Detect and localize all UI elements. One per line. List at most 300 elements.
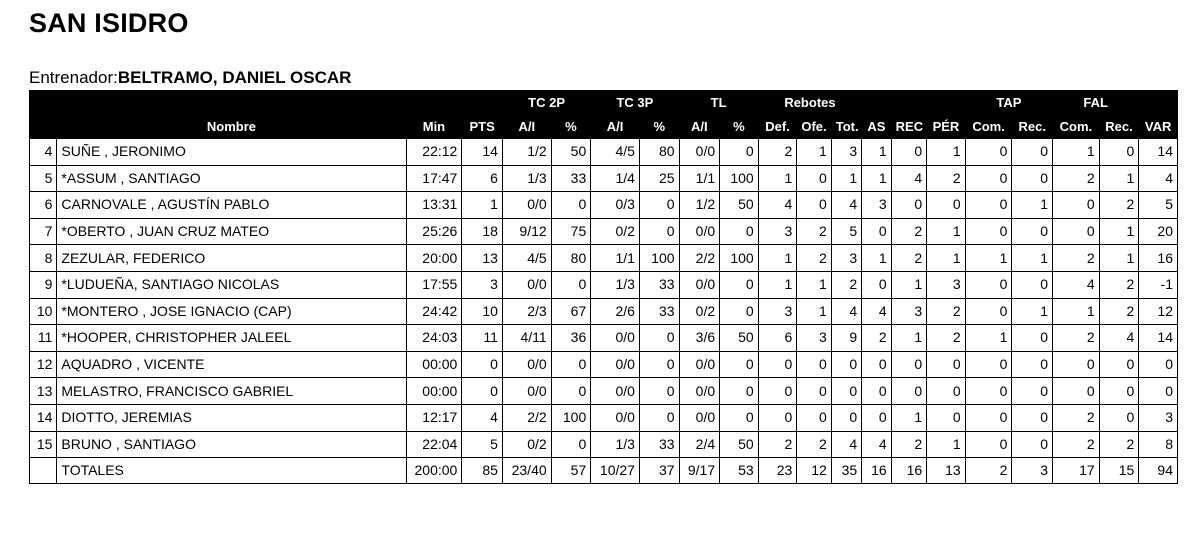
stat-cell: 0 xyxy=(831,404,861,431)
stat-cell: 1/3 xyxy=(591,271,640,298)
stat-cell: 94 xyxy=(1139,458,1178,484)
stat-cell: 2/2 xyxy=(679,245,720,272)
stat-cell: 10/27 xyxy=(591,458,640,484)
stat-cell: 2 xyxy=(1099,298,1139,325)
stat-cell: 17:55 xyxy=(406,271,462,298)
stat-cell: 2 xyxy=(1099,431,1139,458)
column-header: AS xyxy=(862,115,891,139)
stat-cell: 3 xyxy=(462,271,503,298)
stat-cell: 1/1 xyxy=(591,245,640,272)
stat-cell: 100 xyxy=(720,165,759,192)
stat-cell: 33 xyxy=(639,431,679,458)
stat-cell: 0 xyxy=(797,192,832,219)
stat-cell: 85 xyxy=(462,458,503,484)
stat-cell: 3 xyxy=(758,298,797,325)
stat-cell: 0 xyxy=(965,165,1012,192)
coach-name: BELTRAMO, DANIEL OSCAR xyxy=(117,68,352,87)
stat-cell: 0/0 xyxy=(502,271,551,298)
stat-cell: 0 xyxy=(797,404,832,431)
player-name: *OBERTO , JUAN CRUZ MATEO xyxy=(57,218,406,245)
stat-cell: 17 xyxy=(1053,458,1100,484)
stat-cell: 0 xyxy=(1139,378,1178,405)
stat-cell: 0 xyxy=(965,351,1012,378)
stat-cell: 1 xyxy=(927,139,966,166)
stat-cell: 23/40 xyxy=(502,458,551,484)
column-header: PÉR xyxy=(927,115,966,139)
player-number: 15 xyxy=(30,431,57,458)
stat-cell: 0 xyxy=(862,378,891,405)
table-row xyxy=(30,404,1178,431)
stat-cell: -1 xyxy=(1139,271,1178,298)
table-row xyxy=(30,139,1178,166)
stat-cell: 0 xyxy=(1012,271,1053,298)
stat-cell: 2 xyxy=(927,165,966,192)
group-header xyxy=(862,91,891,115)
stat-cell: 2/6 xyxy=(591,298,640,325)
player-name: *LUDUEÑA, SANTIAGO NICOLAS xyxy=(57,271,406,298)
stat-cell: 1 xyxy=(862,245,891,272)
stat-cell: 0 xyxy=(1139,351,1178,378)
team-title: SAN ISIDRO xyxy=(29,8,189,38)
stat-cell: 0 xyxy=(758,378,797,405)
stat-cell: 5 xyxy=(1139,192,1178,219)
stat-cell: 16 xyxy=(862,458,891,484)
stat-cell: 33 xyxy=(639,271,679,298)
player-number: 8 xyxy=(30,245,57,272)
stat-cell: 0 xyxy=(965,431,1012,458)
stat-cell: 1 xyxy=(1053,139,1100,166)
stat-cell: 1 xyxy=(831,165,861,192)
player-number: 14 xyxy=(30,404,57,431)
stat-cell: 2 xyxy=(1053,245,1100,272)
stat-cell: 0 xyxy=(797,351,832,378)
stat-cell: 13 xyxy=(462,245,503,272)
stat-cell: 4 xyxy=(1099,325,1139,352)
table-row xyxy=(30,431,1178,458)
player-name: ZEZULAR, FEDERICO xyxy=(57,245,406,272)
column-header xyxy=(30,115,57,139)
player-name: *ASSUM , SANTIAGO xyxy=(57,165,406,192)
stat-cell: 0 xyxy=(965,404,1012,431)
stat-cell: 1 xyxy=(1012,192,1053,219)
table-row xyxy=(30,192,1178,219)
stat-cell: 12 xyxy=(1139,298,1178,325)
stat-cell: 1 xyxy=(1099,218,1139,245)
table-row xyxy=(30,378,1178,405)
stat-cell: 0 xyxy=(758,404,797,431)
stat-cell: 4 xyxy=(862,431,891,458)
stat-cell: 0/2 xyxy=(591,218,640,245)
stat-cell: 0/0 xyxy=(591,404,640,431)
player-name: AQUADRO , VICENTE xyxy=(57,351,406,378)
stat-cell: 0/0 xyxy=(591,325,640,352)
stat-cell: 0 xyxy=(862,218,891,245)
stat-cell: 0 xyxy=(927,378,966,405)
player-number: 11 xyxy=(30,325,57,352)
stat-cell: 0 xyxy=(831,378,861,405)
stat-cell: 50 xyxy=(551,139,591,166)
stat-cell: 2 xyxy=(797,245,832,272)
stat-cell: 2 xyxy=(1053,165,1100,192)
stat-cell: 2 xyxy=(1053,404,1100,431)
stat-cell: 0 xyxy=(720,351,759,378)
stat-cell: 53 xyxy=(720,458,759,484)
column-header: Rec. xyxy=(1012,115,1053,139)
player-number: 12 xyxy=(30,351,57,378)
stat-cell: 00:00 xyxy=(406,351,462,378)
stat-cell: 2 xyxy=(758,431,797,458)
stat-cell: 0/0 xyxy=(679,218,720,245)
stat-cell: 0 xyxy=(720,404,759,431)
column-header: Tot. xyxy=(831,115,861,139)
stat-cell: 1 xyxy=(965,245,1012,272)
group-header xyxy=(406,91,462,115)
stat-cell: 1 xyxy=(927,431,966,458)
stat-cell: 2 xyxy=(1053,431,1100,458)
stat-cell: 4 xyxy=(831,298,861,325)
group-header-fal: FAL xyxy=(1053,91,1139,115)
group-header-tc3p: TC 3P xyxy=(591,91,679,115)
stat-cell: 57 xyxy=(551,458,591,484)
stat-cell: 2 xyxy=(965,458,1012,484)
column-header: Min xyxy=(406,115,462,139)
stat-cell: 0 xyxy=(639,404,679,431)
player-name: *MONTERO , JOSE IGNACIO (CAP) xyxy=(57,298,406,325)
stat-cell: 3 xyxy=(862,192,891,219)
stat-cell: 1/3 xyxy=(502,165,551,192)
stat-cell: 35 xyxy=(831,458,861,484)
stat-cell: 2 xyxy=(797,431,832,458)
stat-cell: 5 xyxy=(462,431,503,458)
stat-cell: 1 xyxy=(965,325,1012,352)
stat-cell: 4 xyxy=(831,192,861,219)
column-header: A/I xyxy=(591,115,640,139)
stat-cell: 0 xyxy=(1053,218,1100,245)
stat-cell: 50 xyxy=(720,325,759,352)
box-score-table xyxy=(29,90,1178,484)
stat-cell: 9/12 xyxy=(502,218,551,245)
coach-label: Entrenador: xyxy=(29,68,118,87)
stat-cell: 1/2 xyxy=(502,139,551,166)
group-header xyxy=(927,91,966,115)
stat-cell: 4/11 xyxy=(502,325,551,352)
column-header: Nombre xyxy=(57,115,406,139)
stat-cell: 1 xyxy=(462,192,503,219)
stat-cell: 100 xyxy=(551,404,591,431)
stat-cell: 2 xyxy=(1099,192,1139,219)
stat-cell: 0 xyxy=(1099,404,1139,431)
table-row xyxy=(30,351,1178,378)
stat-cell: 0 xyxy=(720,298,759,325)
table-row xyxy=(30,271,1178,298)
stat-cell: 0 xyxy=(1053,192,1100,219)
stat-cell: 0 xyxy=(462,351,503,378)
group-header-rebotes: Rebotes xyxy=(758,91,862,115)
stat-cell: 50 xyxy=(720,192,759,219)
stat-cell: 0 xyxy=(927,192,966,219)
stat-cell: 0 xyxy=(797,378,832,405)
column-header: % xyxy=(639,115,679,139)
column-header: Rec. xyxy=(1099,115,1139,139)
stat-cell: 1 xyxy=(1099,245,1139,272)
stat-cell: 00:00 xyxy=(406,378,462,405)
stat-cell: 4 xyxy=(862,298,891,325)
stat-cell: 50 xyxy=(720,431,759,458)
stat-cell: 2 xyxy=(1053,325,1100,352)
stat-cell: 3 xyxy=(797,325,832,352)
stat-cell: 2 xyxy=(831,271,861,298)
stat-cell: 11 xyxy=(462,325,503,352)
stat-cell: 2/3 xyxy=(502,298,551,325)
group-header xyxy=(30,91,57,115)
stat-cell: 6 xyxy=(758,325,797,352)
stat-cell: 3 xyxy=(927,271,966,298)
stat-cell: 0 xyxy=(720,218,759,245)
stat-cell: 5 xyxy=(831,218,861,245)
stat-cell: 0 xyxy=(1053,378,1100,405)
stat-cell: 0/0 xyxy=(591,351,640,378)
stat-cell: 0/0 xyxy=(502,378,551,405)
stat-cell: 1 xyxy=(927,218,966,245)
stat-cell: 0 xyxy=(891,192,927,219)
player-number: 6 xyxy=(30,192,57,219)
stat-cell: 25 xyxy=(639,165,679,192)
stat-cell: 1/2 xyxy=(679,192,720,219)
stat-cell: 0 xyxy=(965,192,1012,219)
player-name: *HOOPER, CHRISTOPHER JALEEL xyxy=(57,325,406,352)
stat-cell: 3 xyxy=(758,218,797,245)
stat-cell: 0 xyxy=(551,378,591,405)
stat-cell: 0 xyxy=(720,271,759,298)
stat-cell: 0/2 xyxy=(502,431,551,458)
table-row xyxy=(30,218,1178,245)
player-number: 4 xyxy=(30,139,57,166)
stat-cell: 100 xyxy=(639,245,679,272)
stat-cell: 1 xyxy=(758,165,797,192)
stat-cell: 2 xyxy=(797,218,832,245)
stat-cell: 0/0 xyxy=(591,378,640,405)
stat-cell: 3 xyxy=(1012,458,1053,484)
stat-cell: 0 xyxy=(965,271,1012,298)
stat-cell: 0 xyxy=(1012,351,1053,378)
stat-cell: 15 xyxy=(1099,458,1139,484)
stat-cell: 1 xyxy=(1053,298,1100,325)
stat-cell: 4 xyxy=(758,192,797,219)
stat-cell: 1 xyxy=(891,404,927,431)
stat-cell: 0 xyxy=(862,271,891,298)
stat-cell: 20 xyxy=(1139,218,1178,245)
stat-cell: 0 xyxy=(965,139,1012,166)
group-header xyxy=(1139,91,1178,115)
stat-cell: 0 xyxy=(1099,378,1139,405)
table-row xyxy=(30,298,1178,325)
column-header: % xyxy=(720,115,759,139)
stat-cell: 1 xyxy=(1099,165,1139,192)
column-header: REC xyxy=(891,115,927,139)
stat-cell: 3 xyxy=(831,245,861,272)
stat-cell: 3/6 xyxy=(679,325,720,352)
stat-cell: 0 xyxy=(551,192,591,219)
table-row xyxy=(30,325,1178,352)
stat-cell: 75 xyxy=(551,218,591,245)
stat-cell: 2 xyxy=(927,325,966,352)
table-row xyxy=(30,245,1178,272)
stat-cell: 23 xyxy=(758,458,797,484)
stat-cell: 0 xyxy=(1099,139,1139,166)
stat-cell: 0 xyxy=(927,351,966,378)
stat-cell: 80 xyxy=(551,245,591,272)
stat-cell: 4 xyxy=(891,165,927,192)
stat-cell: 2 xyxy=(891,245,927,272)
stat-cell: 1 xyxy=(891,271,927,298)
stat-cell: 1 xyxy=(891,325,927,352)
stat-cell: 67 xyxy=(551,298,591,325)
stat-cell: 36 xyxy=(551,325,591,352)
player-name: BRUNO , SANTIAGO xyxy=(57,431,406,458)
stat-cell: 0 xyxy=(965,378,1012,405)
stat-cell: 0 xyxy=(639,192,679,219)
stat-cell: 1 xyxy=(758,271,797,298)
stat-cell: 0 xyxy=(927,404,966,431)
stat-cell: 0 xyxy=(1012,404,1053,431)
stat-cell: 0 xyxy=(1053,351,1100,378)
stat-cell: 0 xyxy=(1012,139,1053,166)
stat-cell: 16 xyxy=(891,458,927,484)
stat-cell: 22:12 xyxy=(406,139,462,166)
group-header-tc2p: TC 2P xyxy=(502,91,590,115)
stat-cell: 0 xyxy=(639,325,679,352)
stat-cell: 13:31 xyxy=(406,192,462,219)
stat-cell: 80 xyxy=(639,139,679,166)
stat-cell: 0 xyxy=(891,351,927,378)
column-header: A/I xyxy=(502,115,551,139)
player-name: SUÑE , JERONIMO xyxy=(57,139,406,166)
stat-cell: 8 xyxy=(1139,431,1178,458)
stat-cell: 1 xyxy=(927,245,966,272)
stat-cell: 9/17 xyxy=(679,458,720,484)
stat-cell: 4 xyxy=(1139,165,1178,192)
stat-cell: 1 xyxy=(1012,245,1053,272)
stat-cell: 4/5 xyxy=(591,139,640,166)
stat-cell: 2 xyxy=(891,431,927,458)
stat-cell: 24:42 xyxy=(406,298,462,325)
stat-cell: 0 xyxy=(1012,165,1053,192)
stat-cell: 4/5 xyxy=(502,245,551,272)
stat-cell: 0 xyxy=(1012,378,1053,405)
stat-cell: 1 xyxy=(797,139,832,166)
player-number: 9 xyxy=(30,271,57,298)
player-name: CARNOVALE , AGUSTÍN PABLO xyxy=(57,192,406,219)
stat-cell: 0/2 xyxy=(679,298,720,325)
stat-cell: 2 xyxy=(1099,271,1139,298)
stat-cell: 3 xyxy=(891,298,927,325)
stat-cell: 1 xyxy=(758,245,797,272)
stat-cell: 0/0 xyxy=(502,351,551,378)
stat-cell: 0 xyxy=(1012,431,1053,458)
stat-cell: 1/4 xyxy=(591,165,640,192)
column-header: Com. xyxy=(1053,115,1100,139)
column-header: % xyxy=(551,115,591,139)
stat-cell: 14 xyxy=(462,139,503,166)
stat-cell: 13 xyxy=(927,458,966,484)
stat-cell: 1 xyxy=(862,165,891,192)
totals-row xyxy=(30,458,1178,484)
group-header-row xyxy=(30,91,1178,115)
stat-cell: 12:17 xyxy=(406,404,462,431)
stat-cell: 0 xyxy=(551,271,591,298)
stat-cell: 22:04 xyxy=(406,431,462,458)
column-header: VAR xyxy=(1139,115,1178,139)
group-header-tl: TL xyxy=(679,91,758,115)
stat-cell: 25:26 xyxy=(406,218,462,245)
stat-cell: 18 xyxy=(462,218,503,245)
player-name: DIOTTO, JEREMIAS xyxy=(57,404,406,431)
group-header xyxy=(462,91,503,115)
player-number xyxy=(30,458,57,484)
stat-cell: 16 xyxy=(1139,245,1178,272)
stat-cell: 0 xyxy=(1012,218,1053,245)
stat-cell: 0 xyxy=(965,218,1012,245)
group-header xyxy=(891,91,927,115)
stat-cell: 0/0 xyxy=(679,404,720,431)
stat-cell: 0/0 xyxy=(679,378,720,405)
stat-cell: 0 xyxy=(965,298,1012,325)
stat-cell: 2/4 xyxy=(679,431,720,458)
stat-cell: 0/0 xyxy=(679,271,720,298)
stat-cell: 1 xyxy=(797,271,832,298)
stat-cell: 0 xyxy=(462,378,503,405)
stat-cell: 0 xyxy=(720,139,759,166)
stat-cell: 17:47 xyxy=(406,165,462,192)
column-header: Def. xyxy=(758,115,797,139)
stat-cell: 2 xyxy=(758,139,797,166)
stat-cell: 0 xyxy=(551,351,591,378)
stat-cell: 0 xyxy=(831,351,861,378)
stat-cell: 4 xyxy=(831,431,861,458)
stat-cell: 3 xyxy=(1139,404,1178,431)
stat-cell: 20:00 xyxy=(406,245,462,272)
stat-cell: 0/0 xyxy=(679,351,720,378)
player-name: MELASTRO, FRANCISCO GABRIEL xyxy=(57,378,406,405)
group-header xyxy=(57,91,406,115)
player-number: 13 xyxy=(30,378,57,405)
stat-cell: 1/1 xyxy=(679,165,720,192)
player-rows xyxy=(30,139,1178,484)
player-number: 10 xyxy=(30,298,57,325)
stat-cell: 24:03 xyxy=(406,325,462,352)
stat-cell: 4 xyxy=(1053,271,1100,298)
column-header: Ofe. xyxy=(797,115,832,139)
stat-cell: 0 xyxy=(797,165,832,192)
stat-cell: 3 xyxy=(831,139,861,166)
stat-cell: 1/3 xyxy=(591,431,640,458)
stat-cell: 12 xyxy=(797,458,832,484)
column-header: Com. xyxy=(965,115,1012,139)
stat-cell: 0 xyxy=(720,378,759,405)
stat-cell: 100 xyxy=(720,245,759,272)
stat-cell: 37 xyxy=(639,458,679,484)
stat-cell: 1 xyxy=(797,298,832,325)
stat-cell: 0 xyxy=(891,378,927,405)
column-header: A/I xyxy=(679,115,720,139)
column-header-row xyxy=(30,115,1178,139)
stat-cell: 0/0 xyxy=(679,139,720,166)
coach-line xyxy=(29,68,351,88)
stat-cell: 0/3 xyxy=(591,192,640,219)
stat-cell: 200:00 xyxy=(406,458,462,484)
stat-cell: 1 xyxy=(1012,298,1053,325)
stat-cell: 0 xyxy=(639,351,679,378)
